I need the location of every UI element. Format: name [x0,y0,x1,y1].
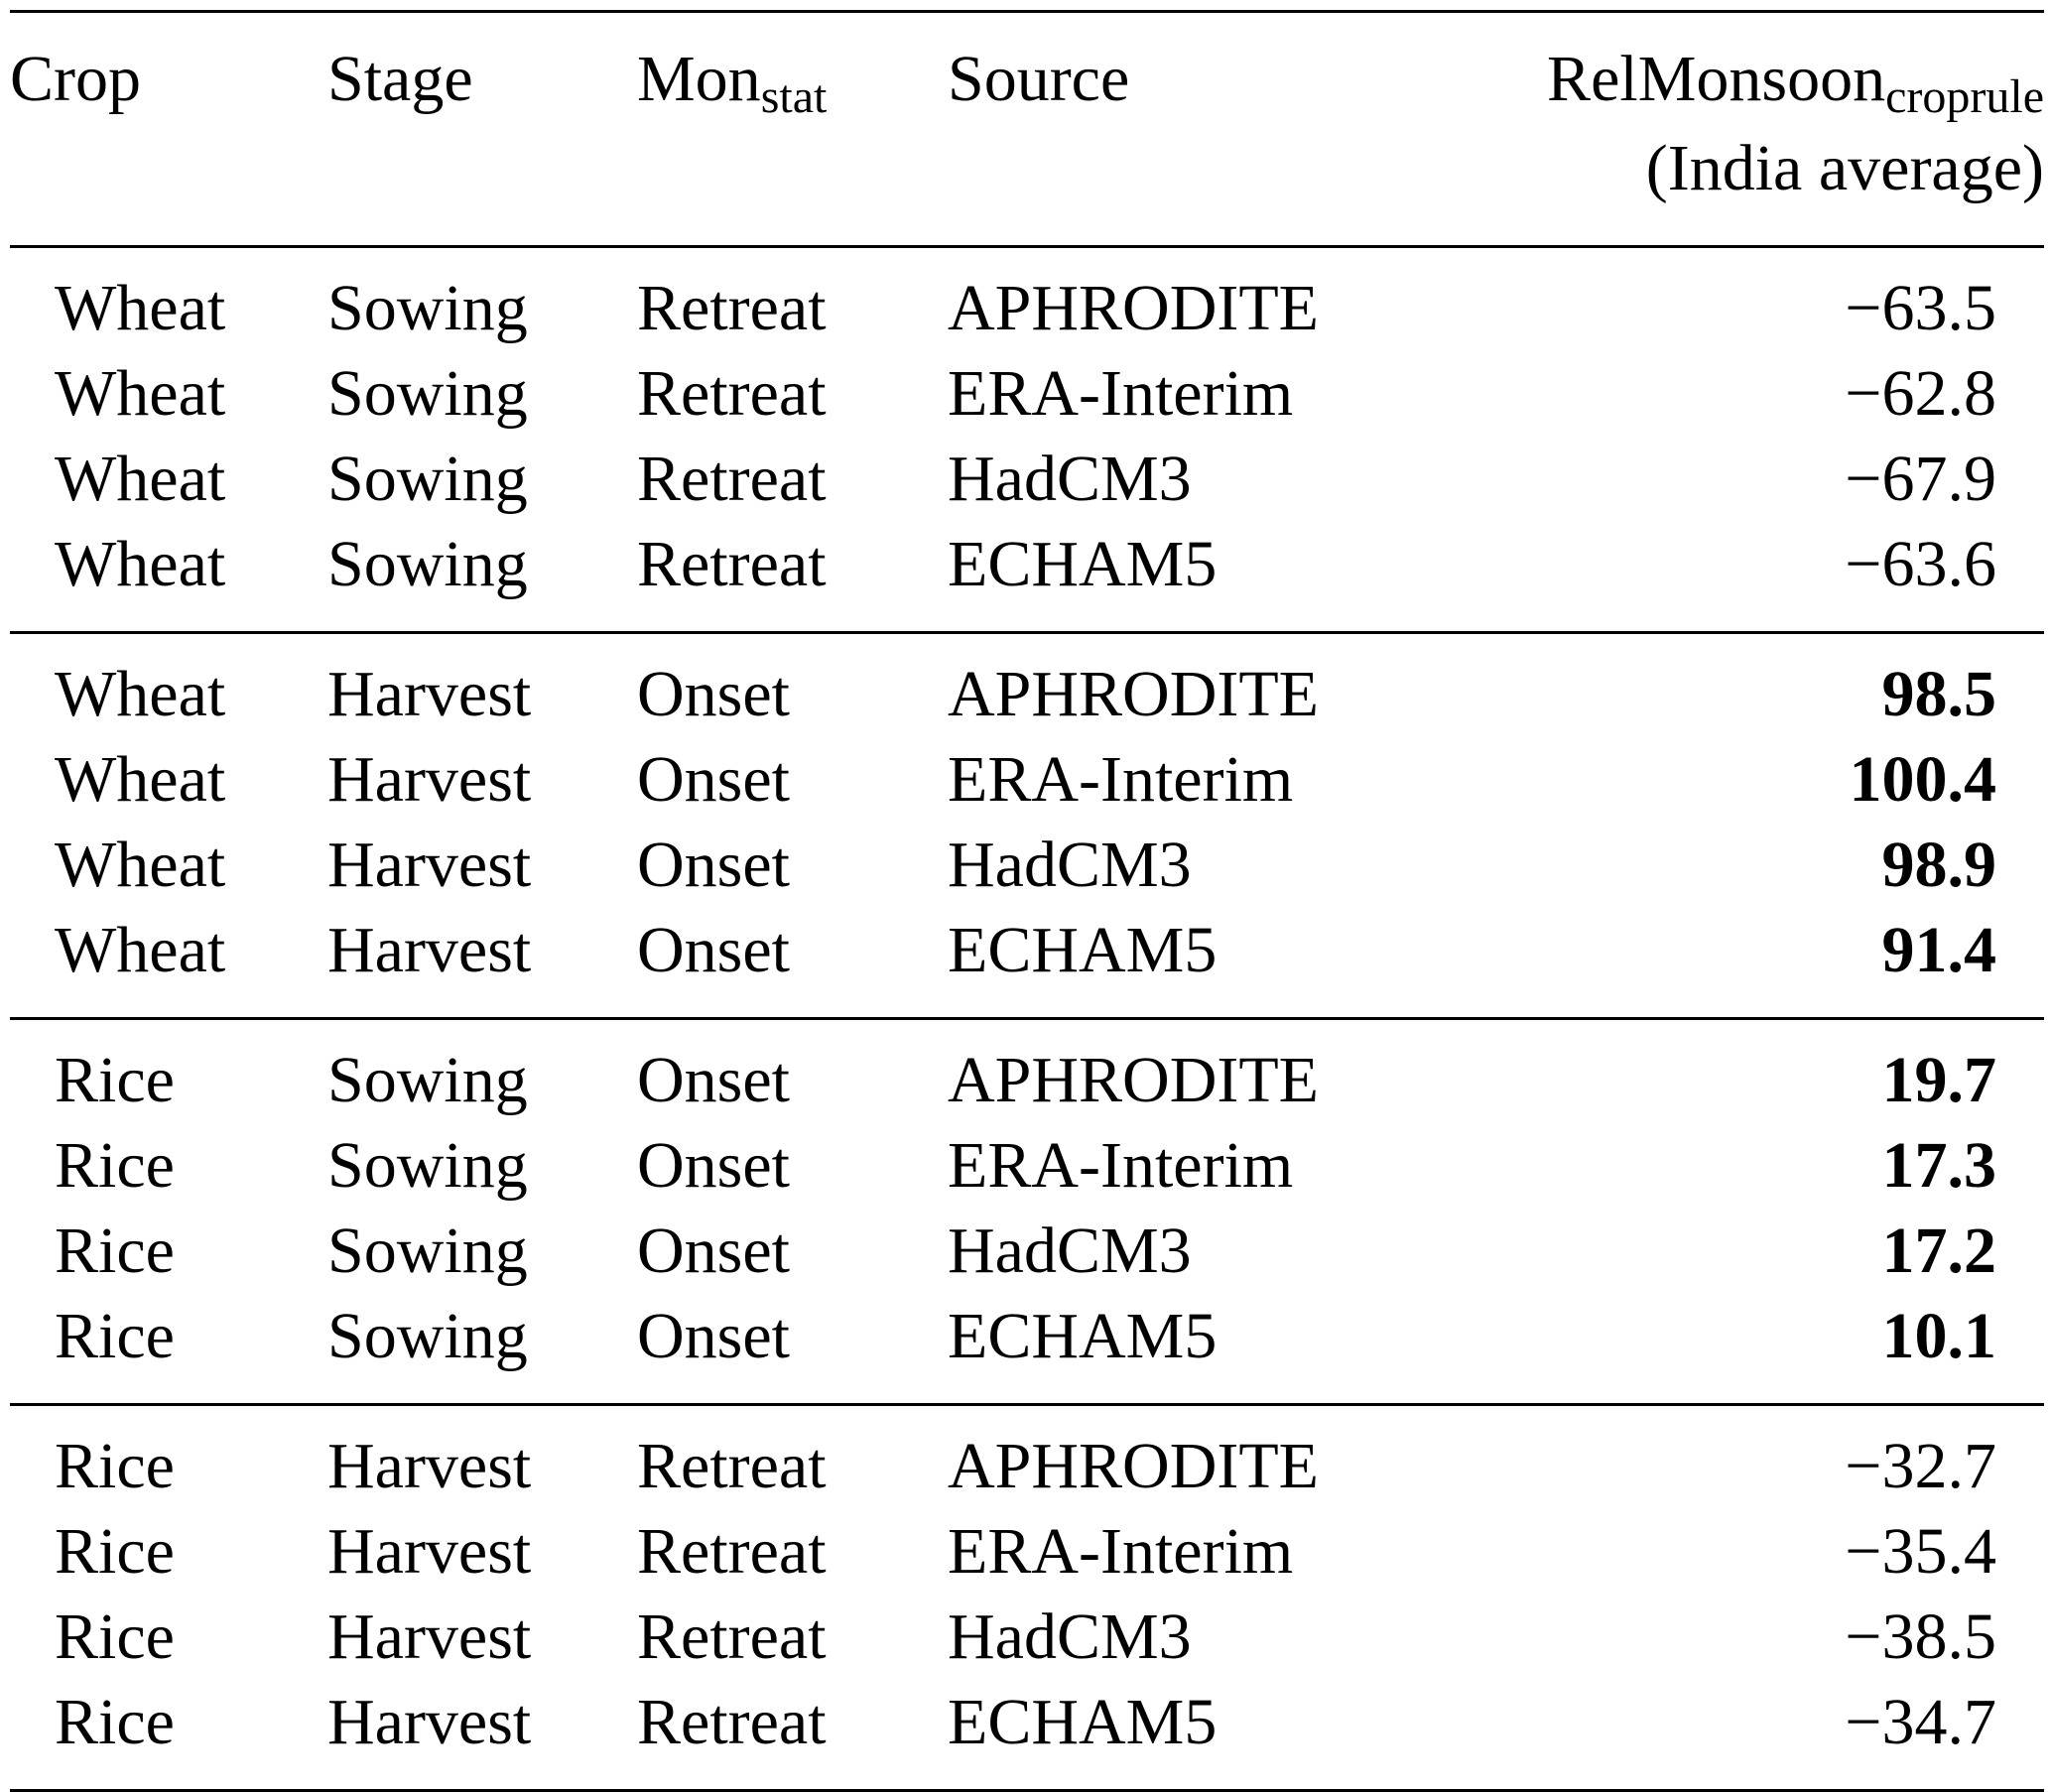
cell-source: APHRODITE [948,1044,1319,1116]
cell-stage: Sowing [327,1129,528,1202]
cell-crop: Rice [55,1686,175,1758]
header-crop: Crop [10,43,141,115]
header-monstat-base: Mon [637,43,761,115]
cell-source: ERA-Interim [948,743,1294,816]
cell-source: ECHAM5 [948,528,1218,600]
cell-source: APHRODITE [948,1430,1319,1502]
cell-relmonsoon: −34.7 [1845,1686,1996,1758]
cell-relmonsoon: −63.6 [1845,528,1996,600]
cell-monstat: Onset [637,1129,790,1202]
cell-relmonsoon: 98.5 [1881,658,1996,730]
table-row [10,1294,2044,1405]
cell-crop: Wheat [55,658,226,730]
cell-crop: Wheat [55,743,226,816]
header-relmonsoon-line1 [1424,35,2044,124]
cell-monstat: Retreat [637,357,827,430]
table-row [10,437,2044,522]
cell-source: APHRODITE [948,272,1319,344]
table-body [10,247,2044,1791]
cell-relmonsoon: 91.4 [1881,914,1996,986]
table-row [10,522,2044,633]
cell-source: HadCM3 [948,443,1192,515]
cell-crop: Wheat [55,914,226,986]
cell-stage: Harvest [327,1600,532,1673]
cell-monstat: Retreat [637,272,827,344]
cell-monstat: Retreat [637,443,827,515]
table-row [10,737,2044,823]
cell-source: HadCM3 [948,1600,1192,1673]
header-monstat-subscript: stat [760,70,828,123]
cell-source: ECHAM5 [948,1686,1218,1758]
table-row [10,1123,2044,1209]
cell-monstat: Retreat [637,1515,827,1588]
cell-source: ERA-Interim [948,357,1294,430]
cell-relmonsoon: −63.5 [1845,272,1996,344]
cell-monstat: Retreat [637,1686,827,1758]
cell-relmonsoon: 98.9 [1881,829,1996,901]
cell-crop: Rice [55,1044,175,1116]
cell-monstat: Retreat [637,1600,827,1673]
cell-relmonsoon: 19.7 [1881,1044,1996,1116]
cell-crop: Rice [55,1300,175,1372]
table-row [10,1209,2044,1294]
cell-stage: Sowing [327,357,528,430]
cell-source: ERA-Interim [948,1515,1294,1588]
table-row [10,351,2044,437]
cell-monstat: Retreat [637,528,827,600]
cell-monstat: Onset [637,829,790,901]
cell-crop: Wheat [55,443,226,515]
header-relmonsoon-base: RelMonsoon [1547,43,1886,115]
cell-crop: Rice [55,1430,175,1502]
cell-stage: Harvest [327,829,532,901]
cell-relmonsoon: −38.5 [1845,1600,1996,1673]
cell-crop: Rice [55,1600,175,1673]
cell-stage: Sowing [327,1215,528,1287]
cell-stage: Sowing [327,272,528,344]
cell-crop: Rice [55,1129,175,1202]
cell-monstat: Onset [637,1044,790,1116]
cell-monstat: Retreat [637,1430,827,1502]
cell-source: ECHAM5 [948,1300,1218,1372]
cell-source: ERA-Interim [948,1129,1294,1202]
cell-source: ECHAM5 [948,914,1218,986]
cell-monstat: Onset [637,1215,790,1287]
cell-stage: Sowing [327,528,528,600]
cell-relmonsoon: −35.4 [1845,1515,1996,1588]
cell-stage: Harvest [327,1686,532,1758]
table-row [10,1509,2044,1595]
cell-crop: Rice [55,1515,175,1588]
table-row [10,1019,2044,1124]
cell-stage: Sowing [327,1044,528,1116]
relmonsoon-table [10,10,2044,1792]
cell-stage: Harvest [327,1515,532,1588]
cell-source: APHRODITE [948,658,1319,730]
table-row [10,247,2044,352]
cell-crop: Wheat [55,272,226,344]
table-row [10,633,2044,738]
cell-monstat: Onset [637,658,790,730]
data-table-container [10,10,2044,1792]
header-relmonsoon [1424,12,2044,247]
header-relmonsoon-subscript: croprule [1885,70,2044,123]
cell-stage: Harvest [327,914,532,986]
table-header [10,12,2044,247]
table-row [10,1595,2044,1680]
cell-stage: Sowing [327,1300,528,1372]
cell-stage: Sowing [327,443,528,515]
cell-monstat: Onset [637,914,790,986]
cell-relmonsoon: −32.7 [1845,1430,1996,1502]
cell-monstat: Onset [637,743,790,816]
cell-crop: Wheat [55,829,226,901]
header-relmonsoon-line2: (India average) [1645,132,2044,204]
header-row [10,12,2044,247]
table-row [10,1680,2044,1791]
table-row [10,823,2044,908]
cell-stage: Harvest [327,658,532,730]
cell-relmonsoon: −67.9 [1845,443,1996,515]
cell-source: HadCM3 [948,1215,1192,1287]
cell-crop: Wheat [55,528,226,600]
cell-crop: Rice [55,1215,175,1287]
cell-stage: Harvest [327,1430,532,1502]
cell-relmonsoon: 17.3 [1881,1129,1996,1202]
header-stage: Stage [327,43,473,115]
table-row [10,1405,2044,1510]
cell-stage: Harvest [327,743,532,816]
cell-relmonsoon: 10.1 [1881,1300,1996,1372]
header-monstat [637,12,948,247]
cell-relmonsoon: −62.8 [1845,357,1996,430]
header-source: Source [948,43,1130,115]
cell-crop: Wheat [55,357,226,430]
cell-source: HadCM3 [948,829,1192,901]
cell-relmonsoon: 17.2 [1881,1215,1996,1287]
cell-monstat: Onset [637,1300,790,1372]
cell-relmonsoon: 100.4 [1849,743,1996,816]
table-row [10,908,2044,1019]
